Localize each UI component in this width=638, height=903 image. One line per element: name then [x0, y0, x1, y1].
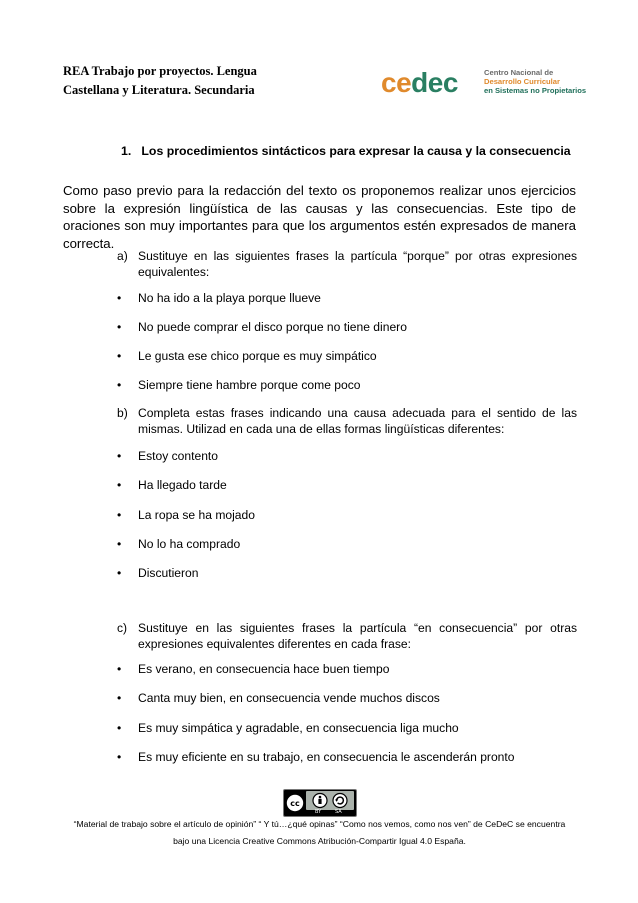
- exercise-letter: a): [117, 249, 128, 263]
- logo-wordmark: cedec: [381, 67, 458, 98]
- exercise-letter: b): [117, 406, 128, 420]
- exercise-c-instruction: [117, 620, 577, 652]
- exercise-letter: c): [117, 621, 128, 635]
- cedec-logo: [381, 67, 587, 102]
- header-title-line2: Castellana y Literatura. Secundaria: [63, 83, 255, 97]
- creative-commons-badge[interactable]: [283, 789, 357, 817]
- license-labels: [306, 809, 354, 816]
- document-page: REA Trabajo por proyectos. Lengua Castellana y Literatura. Secundaria cedec Centro Nacional de Desarrollo Curricular en Sistemas no Propietarios 1. Los procedimientos sintácticos para expresar la causa y la consecuencia Como paso previo para la redacción del texto os proponemos realizar unos ejercicios sobre la expresión lingüística de las causas y las consecuencias. Este tipo de oraciones son muy importantes para que los argumentos estén expresados de manera correcta. a) Sustituye en las siguientes frases la partícula “porque” por otras expresiones equivalentes: • No ha ido a la playa porque llueve • No puede comprar el disco porque no tiene dinero • Le gusta ese chico porque es muy simpático • Siempre tiene hambre porque come poco b) Completa estas frases indicando una causa adecuada para el sentido de las mismas. Utilizad en cada una de ellas formas lingüísticas diferentes: • Estoy contento • Ha llegado tarde • La ropa se ha mojado • No lo ha comprado • Discutieron c) Sustituye en las siguientes frases la partícula “en consecuencia” por otras expresiones equivalentes diferentes en cada frase: • Es verano, en consecuencia hace buen tiempo • Canta muy bien, en consecuencia vende muchos discos • Es muy simpática y agradable, en consecuencia liga mucho • Es muy eficiente en su trabajo, en consecuencia le ascenderán pronto cc BY SA “Material de trabajo sobre el artículo de opinión” “ Y tú…¿qué opinas” “Como nos vemos, como nos ven” de CeDeC se encuentra bajo una Licencia Creative Commons Atribución-Compartir Igual 4.0 España.: [0, 0, 638, 903]
- bullet-icon: •: [117, 750, 122, 764]
- by-sa-icons: [306, 791, 354, 810]
- bullet-icon: •: [117, 320, 122, 334]
- by-label: BY: [315, 809, 322, 815]
- bullet-icon: •: [117, 378, 122, 392]
- bullet-icon: •: [117, 662, 122, 676]
- footer-line1: “Material de trabajo sobre el artículo de opinión” “ Y tú…¿qué opinas” “Como nos vemos, como nos ven” de CeDeC se encuentra: [73, 819, 566, 829]
- exercise-text: Completa estas frases indicando una causa adecuada para el sentido de las mismas. Utilizad en cada una de ellas formas lingüísticas diferentes:: [138, 406, 577, 436]
- bullet-icon: •: [117, 721, 122, 735]
- share-alike-icon: [333, 794, 347, 808]
- bullet-icon: •: [117, 508, 122, 522]
- exercise-b-instruction: [117, 405, 577, 437]
- bullet-icon: •: [117, 291, 122, 305]
- footer-line2: bajo una Licencia Creative Commons Atribución-Compartir Igual 4.0 España.: [173, 836, 466, 846]
- logo-subtitle: Centro Nacional de Desarrollo Curricular en Sistemas no Propietarios: [484, 68, 587, 95]
- sa-label: SA: [335, 809, 342, 815]
- header-title-line1: REA Trabajo por proyectos. Lengua: [63, 64, 257, 78]
- exercise-text: Sustituye en las siguientes frases la partícula “porque” por otras expresiones equivalentes:: [138, 249, 577, 279]
- attribution-icon: [313, 794, 327, 808]
- exercise-a-instruction: [117, 248, 577, 280]
- bullet-icon: •: [117, 349, 122, 363]
- bullet-icon: •: [117, 537, 122, 551]
- license-icons-panel: [306, 791, 354, 810]
- cc-logo-icon: [285, 792, 305, 814]
- exercise-text: Sustituye en las siguientes frases la partícula “en consecuencia” por otras expresiones equivalentes diferentes en cada frase:: [138, 621, 577, 651]
- document-header-title: [63, 62, 293, 100]
- bullet-icon: •: [117, 478, 122, 492]
- bullet-icon: •: [117, 566, 122, 580]
- license-footer: [63, 816, 576, 850]
- bullet-icon: •: [117, 691, 122, 705]
- bullet-icon: •: [117, 449, 122, 463]
- svg-text:cc: cc: [290, 799, 300, 808]
- intro-paragraph: Como paso previo para la redacción del texto os proponemos realizar unos ejercicios sobre la expresión lingüística de las causas y las consecuencias. Este tipo de oraciones son muy importantes para que los argumentos estén expresados de manera correcta.: [63, 183, 576, 251]
- section-title: 1. Los procedimientos sintácticos para expresar la causa y la consecuencia: [121, 144, 571, 158]
